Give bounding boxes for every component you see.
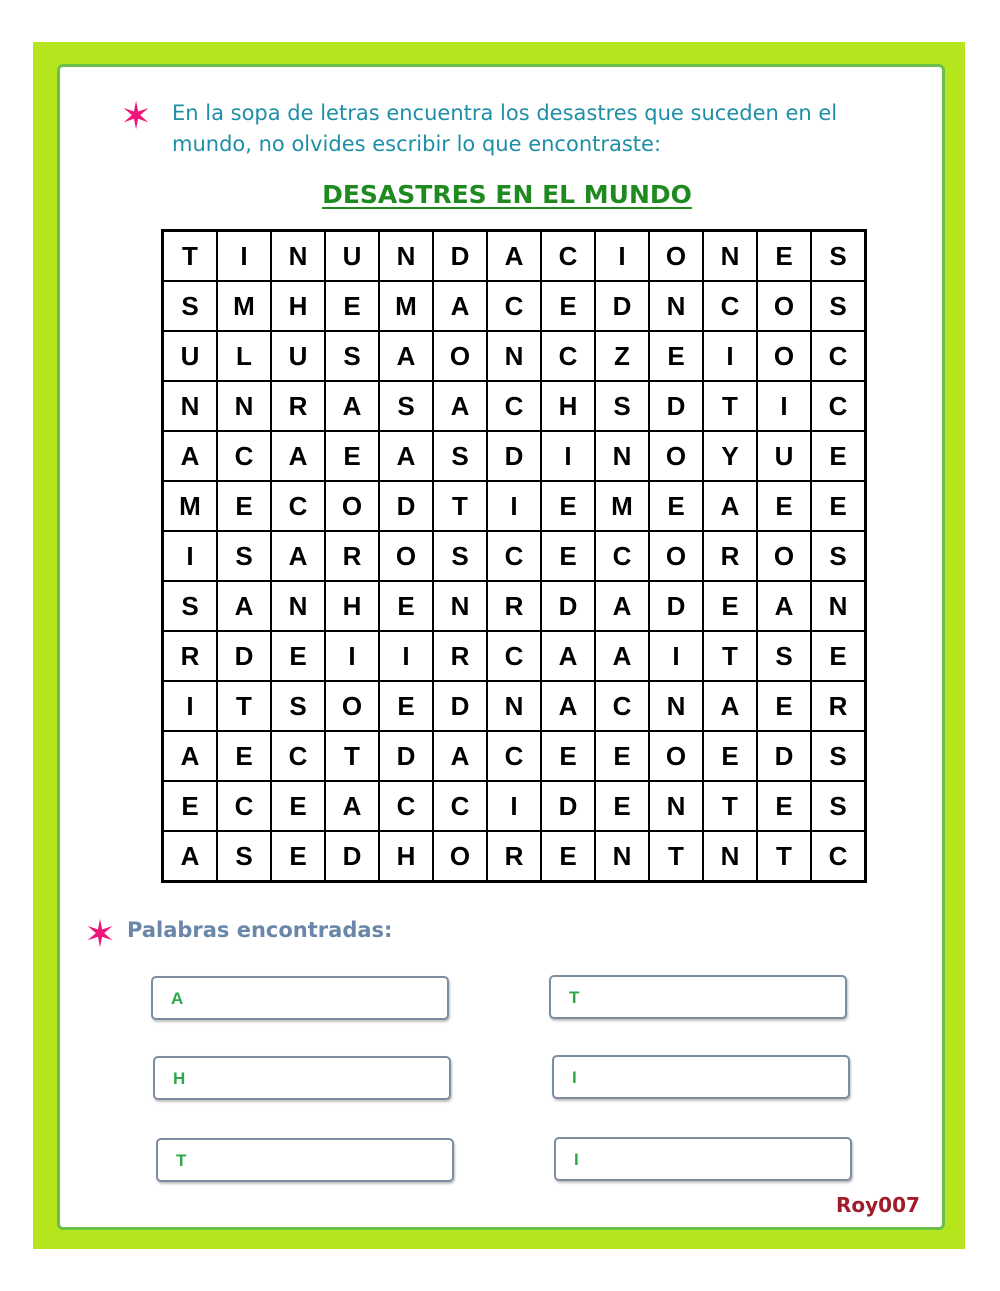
grid-cell[interactable]: A <box>433 281 487 331</box>
grid-cell[interactable]: E <box>757 781 811 831</box>
grid-cell[interactable]: H <box>379 831 433 882</box>
grid-cell[interactable]: T <box>703 631 757 681</box>
grid-cell[interactable]: E <box>757 481 811 531</box>
grid-cell[interactable]: O <box>757 331 811 381</box>
grid-cell[interactable]: S <box>217 831 271 882</box>
grid-row <box>163 581 866 631</box>
grid-row <box>163 481 866 531</box>
grid-cell[interactable]: I <box>487 481 541 531</box>
grid-cell[interactable]: E <box>271 831 325 882</box>
grid-cell[interactable]: E <box>325 281 379 331</box>
puzzle-title: DESASTRES EN EL MUNDO <box>322 180 692 209</box>
word-search-grid <box>161 229 867 883</box>
grid-cell[interactable]: D <box>433 231 487 282</box>
grid-cell[interactable]: E <box>649 331 703 381</box>
grid-cell[interactable]: N <box>595 831 649 882</box>
grid-cell[interactable]: E <box>757 231 811 282</box>
grid-cell[interactable]: E <box>541 731 595 781</box>
grid-cell[interactable]: C <box>595 531 649 581</box>
grid-cell[interactable]: C <box>541 331 595 381</box>
grid-cell[interactable]: O <box>757 531 811 581</box>
grid-cell[interactable]: U <box>271 331 325 381</box>
grid-row <box>163 831 866 882</box>
grid-cell[interactable]: O <box>325 681 379 731</box>
grid-cell[interactable]: O <box>649 231 703 282</box>
grid-cell[interactable]: N <box>433 581 487 631</box>
grid-cell[interactable]: A <box>433 731 487 781</box>
grid-cell[interactable]: A <box>703 481 757 531</box>
grid-cell[interactable]: C <box>811 381 866 431</box>
grid-cell[interactable]: R <box>325 531 379 581</box>
grid-cell[interactable]: H <box>541 381 595 431</box>
grid-cell[interactable]: C <box>217 431 271 481</box>
grid-cell[interactable]: A <box>271 431 325 481</box>
grid-cell[interactable]: N <box>649 781 703 831</box>
star-icon: ✶ <box>84 912 116 956</box>
grid-cell[interactable]: T <box>703 781 757 831</box>
grid-cell[interactable]: E <box>541 531 595 581</box>
grid-row <box>163 681 866 731</box>
grid-cell[interactable]: S <box>811 281 866 331</box>
grid-cell[interactable]: N <box>649 281 703 331</box>
grid-cell[interactable]: N <box>595 431 649 481</box>
found-words-label: Palabras encontradas: <box>127 918 393 942</box>
grid-cell[interactable]: E <box>595 731 649 781</box>
grid-cell[interactable]: Z <box>595 331 649 381</box>
grid-cell[interactable]: E <box>811 431 866 481</box>
grid-cell[interactable]: E <box>541 281 595 331</box>
grid-cell[interactable]: A <box>325 381 379 431</box>
grid-cell[interactable]: U <box>163 331 218 381</box>
grid-row <box>163 531 866 581</box>
grid-cell[interactable]: I <box>217 231 271 282</box>
grid-cell[interactable]: A <box>163 831 218 882</box>
grid-cell[interactable]: I <box>379 631 433 681</box>
grid-cell[interactable]: D <box>649 581 703 631</box>
grid-cell[interactable]: E <box>271 631 325 681</box>
grid-cell[interactable]: D <box>541 781 595 831</box>
grid-cell[interactable]: N <box>271 581 325 631</box>
grid-cell[interactable]: L <box>217 331 271 381</box>
grid-cell[interactable]: D <box>649 381 703 431</box>
grid-cell[interactable]: E <box>703 731 757 781</box>
grid-cell[interactable]: A <box>163 431 218 481</box>
grid-cell[interactable]: M <box>163 481 218 531</box>
grid-cell[interactable]: S <box>811 731 866 781</box>
grid-cell[interactable]: N <box>649 681 703 731</box>
grid-cell[interactable]: A <box>325 781 379 831</box>
grid-cell[interactable]: R <box>487 581 541 631</box>
grid-cell[interactable]: I <box>595 231 649 282</box>
grid-cell[interactable]: A <box>757 581 811 631</box>
grid-cell[interactable]: R <box>433 631 487 681</box>
grid-row <box>163 781 866 831</box>
instruction-text: En la sopa de letras encuentra los desastres que suceden en el mundo, no olvides escribir lo que encontraste: <box>172 101 838 156</box>
grid-cell[interactable]: E <box>703 581 757 631</box>
grid-cell[interactable]: S <box>811 231 866 282</box>
grid-cell[interactable]: C <box>811 831 866 882</box>
grid-cell[interactable]: A <box>163 731 218 781</box>
grid-cell[interactable]: C <box>487 731 541 781</box>
grid-cell[interactable]: O <box>379 531 433 581</box>
grid-cell[interactable]: E <box>649 481 703 531</box>
grid-cell[interactable]: C <box>487 281 541 331</box>
grid-cell[interactable]: D <box>379 481 433 531</box>
grid-cell[interactable]: T <box>217 681 271 731</box>
answer-field[interactable]: I <box>554 1137 852 1181</box>
grid-cell[interactable]: S <box>811 531 866 581</box>
grid-cell[interactable]: I <box>325 631 379 681</box>
grid-cell[interactable]: D <box>433 681 487 731</box>
grid-cell[interactable]: E <box>379 581 433 631</box>
grid-cell[interactable]: T <box>163 231 218 282</box>
grid-cell[interactable]: C <box>487 531 541 581</box>
grid-cell[interactable]: N <box>811 581 866 631</box>
grid-cell[interactable]: I <box>757 381 811 431</box>
grid-cell[interactable]: O <box>649 431 703 481</box>
grid-cell[interactable]: N <box>163 381 218 431</box>
grid-cell[interactable]: T <box>757 831 811 882</box>
grid-row <box>163 231 866 282</box>
grid-cell[interactable]: C <box>271 731 325 781</box>
grid-cell[interactable]: O <box>649 731 703 781</box>
grid-cell[interactable]: E <box>163 781 218 831</box>
grid-cell[interactable]: H <box>271 281 325 331</box>
grid-cell[interactable]: S <box>811 781 866 831</box>
grid-row <box>163 631 866 681</box>
grid-cell[interactable]: S <box>163 581 218 631</box>
grid-cell[interactable]: E <box>217 481 271 531</box>
grid-cell[interactable]: C <box>487 381 541 431</box>
grid-cell[interactable]: T <box>325 731 379 781</box>
grid-cell[interactable]: A <box>595 581 649 631</box>
answer-field[interactable]: A <box>151 976 449 1020</box>
grid-cell[interactable]: Y <box>703 431 757 481</box>
grid-cell[interactable]: I <box>487 781 541 831</box>
grid-cell[interactable]: R <box>487 831 541 882</box>
grid-cell[interactable]: S <box>433 431 487 481</box>
grid-cell[interactable]: C <box>541 231 595 282</box>
grid-cell[interactable]: E <box>217 731 271 781</box>
grid-cell[interactable]: N <box>379 231 433 282</box>
grid-cell[interactable]: E <box>379 681 433 731</box>
grid-cell[interactable]: I <box>703 331 757 381</box>
grid-cell[interactable]: N <box>703 231 757 282</box>
answer-field[interactable]: T <box>549 975 847 1019</box>
grid-cell[interactable]: C <box>271 481 325 531</box>
grid-cell[interactable]: R <box>811 681 866 731</box>
grid-cell[interactable]: N <box>487 331 541 381</box>
grid-cell[interactable]: E <box>595 781 649 831</box>
grid-cell[interactable]: S <box>163 281 218 331</box>
grid-cell[interactable]: O <box>433 331 487 381</box>
grid-cell[interactable]: D <box>487 431 541 481</box>
grid-row <box>163 381 866 431</box>
grid-cell[interactable]: A <box>595 631 649 681</box>
grid-cell[interactable]: E <box>811 481 866 531</box>
grid-cell[interactable]: T <box>433 481 487 531</box>
grid-cell[interactable]: A <box>541 681 595 731</box>
grid-cell[interactable]: C <box>487 631 541 681</box>
grid-cell[interactable]: A <box>541 631 595 681</box>
grid-cell[interactable]: M <box>379 281 433 331</box>
grid-cell[interactable]: R <box>163 631 218 681</box>
grid-cell[interactable]: O <box>757 281 811 331</box>
grid-cell[interactable]: M <box>595 481 649 531</box>
answer-field[interactable]: H <box>153 1056 451 1100</box>
grid-cell[interactable]: C <box>379 781 433 831</box>
grid-cell[interactable]: E <box>811 631 866 681</box>
grid-cell[interactable]: D <box>325 831 379 882</box>
grid-cell[interactable]: U <box>325 231 379 282</box>
grid-cell[interactable]: A <box>433 381 487 431</box>
grid-cell[interactable]: T <box>649 831 703 882</box>
author-credit: Roy007 <box>836 1193 920 1217</box>
grid-cell[interactable]: I <box>649 631 703 681</box>
grid-cell[interactable]: E <box>271 781 325 831</box>
grid-cell[interactable]: S <box>595 381 649 431</box>
grid-cell[interactable]: D <box>541 581 595 631</box>
grid-cell[interactable]: A <box>379 331 433 381</box>
grid-cell[interactable]: S <box>757 631 811 681</box>
grid-cell[interactable]: C <box>217 781 271 831</box>
grid-cell[interactable]: C <box>703 281 757 331</box>
grid-cell[interactable]: R <box>271 381 325 431</box>
answer-field[interactable]: I <box>552 1055 850 1099</box>
grid-row <box>163 731 866 781</box>
grid-cell[interactable]: E <box>541 481 595 531</box>
grid-cell[interactable]: I <box>163 531 218 581</box>
grid-cell[interactable]: O <box>325 481 379 531</box>
grid-cell[interactable]: S <box>433 531 487 581</box>
grid-cell[interactable]: U <box>757 431 811 481</box>
grid-cell[interactable]: E <box>325 431 379 481</box>
grid-row <box>163 281 866 331</box>
grid-cell[interactable]: S <box>217 531 271 581</box>
grid-cell[interactable]: I <box>163 681 218 731</box>
grid-cell[interactable]: N <box>217 381 271 431</box>
answer-field[interactable]: T <box>156 1138 454 1182</box>
grid-cell[interactable]: A <box>487 231 541 282</box>
grid-cell[interactable]: D <box>757 731 811 781</box>
grid-cell[interactable]: O <box>649 531 703 581</box>
grid-cell[interactable]: H <box>325 581 379 631</box>
grid-cell[interactable]: E <box>757 681 811 731</box>
grid-cell[interactable]: N <box>487 681 541 731</box>
grid-cell[interactable]: S <box>271 681 325 731</box>
grid-cell[interactable]: C <box>433 781 487 831</box>
grid-row <box>163 331 866 381</box>
grid-cell[interactable]: C <box>811 331 866 381</box>
grid-row <box>163 431 866 481</box>
grid-cell[interactable]: O <box>433 831 487 882</box>
grid-cell[interactable]: N <box>703 831 757 882</box>
grid-cell[interactable]: M <box>217 281 271 331</box>
grid-cell[interactable]: E <box>541 831 595 882</box>
grid-cell[interactable]: C <box>595 681 649 731</box>
star-icon: ✶ <box>120 94 152 138</box>
grid-cell[interactable]: D <box>379 731 433 781</box>
grid-cell[interactable]: D <box>217 631 271 681</box>
grid-cell[interactable]: A <box>217 581 271 631</box>
grid-cell[interactable]: A <box>379 431 433 481</box>
grid-cell[interactable]: T <box>703 381 757 431</box>
grid-cell[interactable]: S <box>325 331 379 381</box>
grid-cell[interactable]: A <box>271 531 325 581</box>
grid-cell[interactable]: D <box>595 281 649 331</box>
grid-cell[interactable]: R <box>703 531 757 581</box>
grid-cell[interactable]: S <box>379 381 433 431</box>
grid-cell[interactable]: A <box>703 681 757 731</box>
grid-cell[interactable]: I <box>541 431 595 481</box>
grid-cell[interactable]: N <box>271 231 325 282</box>
